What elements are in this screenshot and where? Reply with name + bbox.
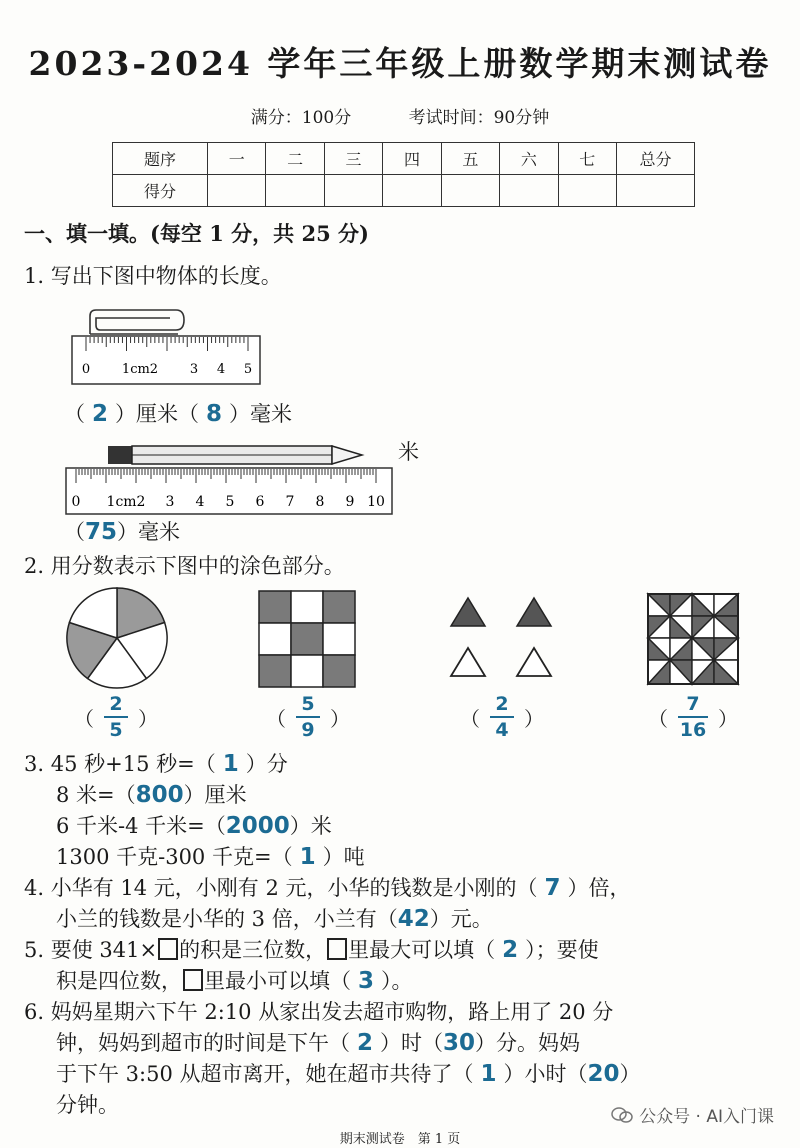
grid-cell <box>259 623 291 655</box>
text: ）；要使 <box>525 938 599 962</box>
text: 1300 千克-300 千克=（ <box>56 845 293 869</box>
question-1-title: 1. 写出下图中物体的长度。 <box>24 264 282 288</box>
ruler-tick-label: 0 <box>71 494 81 510</box>
numerator: 2 <box>495 693 509 715</box>
ruler-tick-label: 9 <box>345 494 355 510</box>
ruler-tick-label: 0 <box>81 362 91 377</box>
text: 小兰的钱数是小华的 3 倍，小兰有（ <box>56 907 398 931</box>
answer: 2 <box>502 937 519 963</box>
exam-time: 考试时间：90分钟 <box>408 108 550 128</box>
fraction <box>296 694 320 740</box>
question-2-title: 2. 用分数表示下图中的涂色部分。 <box>24 554 345 578</box>
text: ）厘米（ <box>115 402 199 426</box>
text: ）分 <box>245 752 288 776</box>
wechat-icon <box>611 1106 633 1124</box>
fraction-answer-4 <box>648 694 738 740</box>
triangle-empty <box>517 648 551 676</box>
denominator: 4 <box>495 719 509 741</box>
text: 于下午 3:50 从超市离开，她在超市共待了（ <box>56 1062 474 1086</box>
question-6-line-3 <box>56 1058 641 1088</box>
text: 3. 45 秒+15 秒=（ <box>24 752 216 776</box>
fraction <box>678 694 708 740</box>
grid-cell <box>291 655 323 687</box>
paperclip-icon <box>90 310 184 334</box>
text: ）倍， <box>567 876 631 900</box>
table-cell: 得分 <box>113 175 208 207</box>
table-cell: 四 <box>383 143 441 175</box>
grid-cell <box>323 623 355 655</box>
fraction-answer-2 <box>266 694 350 740</box>
text: ） <box>330 706 350 731</box>
question-6-line-1: 6. 妈妈星期六下午 2:10 从家出发去超市购物，路上用了 20 分 <box>24 1000 614 1024</box>
text: （ <box>64 402 85 426</box>
full-score: 满分：100分 <box>250 108 352 128</box>
fraction-answer-3 <box>460 694 544 740</box>
answer: 2 <box>356 1030 373 1056</box>
text: ）毫米 <box>229 402 292 426</box>
text: （ <box>74 706 94 731</box>
text: 5. 要使 341× <box>24 938 158 962</box>
text: ）米 <box>289 814 332 838</box>
text: ） <box>524 706 544 731</box>
blank-box <box>158 938 178 960</box>
table-cell: 二 <box>266 143 324 175</box>
grid-cell <box>323 655 355 687</box>
score-cell[interactable] <box>558 175 616 207</box>
answer: 1 <box>480 1061 497 1087</box>
score-table-score-row <box>113 175 695 207</box>
question-4-line-2 <box>56 903 493 933</box>
text: ）厘米 <box>183 783 247 807</box>
answer: 1 <box>299 844 316 870</box>
ruler-tick-label: 3 <box>189 362 199 377</box>
question-3-line-3 <box>56 810 332 840</box>
ruler-tick-label: 4 <box>195 494 205 510</box>
answer: 800 <box>135 782 184 808</box>
text: ）元。 <box>429 907 493 931</box>
answer: 42 <box>397 906 430 932</box>
text: ）。 <box>381 969 413 993</box>
answer: 20 <box>587 1061 620 1087</box>
text: ） <box>718 706 738 731</box>
stray-text: 米 <box>398 440 419 464</box>
denominator: 5 <box>109 719 123 741</box>
text: （ <box>64 520 85 544</box>
grid-cell <box>323 591 355 623</box>
text: 钟，妈妈到超市的时间是下午（ <box>56 1031 350 1055</box>
text: 里最大可以填（ <box>348 938 496 962</box>
fraction <box>490 694 514 740</box>
text: 积是四位数， <box>56 969 182 993</box>
table-cell: 一 <box>208 143 266 175</box>
triangle-empty <box>451 648 485 676</box>
watermark <box>611 1102 774 1127</box>
text: 6 千米-4 千米=（ <box>56 814 226 838</box>
score-cell[interactable] <box>617 175 695 207</box>
checker-grid-figure <box>258 590 358 690</box>
answer: 7 <box>544 875 561 901</box>
blank-box <box>327 938 347 960</box>
pie-figure <box>60 586 174 694</box>
ruler-tick-label: 5 <box>225 494 235 510</box>
score-table-header-row <box>113 143 695 175</box>
square-triangles-figure <box>646 592 742 688</box>
question-5-line-1 <box>24 934 599 964</box>
score-cell[interactable] <box>324 175 382 207</box>
text: （ <box>460 706 480 731</box>
ruler-tick-label: 1cm2 <box>121 362 159 377</box>
text: ）小时（ <box>503 1062 588 1086</box>
question-5-line-2 <box>56 965 413 995</box>
grid-cell <box>259 591 291 623</box>
pencil-icon <box>108 446 362 464</box>
text: （ <box>648 706 668 731</box>
score-table <box>112 142 695 207</box>
text: ）毫米 <box>117 520 181 544</box>
fraction <box>104 694 128 740</box>
score-cell[interactable] <box>208 175 266 207</box>
text: 里最小可以填（ <box>204 969 351 993</box>
answer: 75 <box>85 519 118 545</box>
ruler-tick-label: 1cm2 <box>106 494 146 510</box>
text: 4. 小华有 14 元，小刚有 2 元，小华的钱数是小刚的（ <box>24 876 538 900</box>
answer: 30 <box>443 1030 476 1056</box>
text: ）时（ <box>380 1031 443 1055</box>
paperclip-ruler-figure <box>66 306 266 390</box>
score-cell[interactable] <box>266 175 324 207</box>
text: ） <box>619 1062 641 1086</box>
text: 8 米=（ <box>56 783 136 807</box>
watermark-text: 公众号 · AI入门课 <box>639 1107 774 1127</box>
grid-cell <box>259 655 291 687</box>
question-3-line-4 <box>56 841 365 871</box>
page-title: 2023-2024 学年三年级上册数学期末测试卷 <box>28 44 772 83</box>
denominator: 9 <box>301 719 315 741</box>
answer: 2000 <box>225 813 290 839</box>
section-heading: 一、填一填。(每空 1 分，共 25 分) <box>24 221 369 246</box>
text: 的积是三位数， <box>179 938 327 962</box>
question-6-line-4: 分钟。 <box>56 1093 119 1117</box>
ruler-tick-label: 5 <box>243 362 253 377</box>
table-cell: 五 <box>441 143 499 175</box>
triangle-shaded <box>451 598 485 626</box>
answer: 2 <box>91 401 108 427</box>
pencil-ruler-figure <box>62 436 396 520</box>
table-cell: 六 <box>500 143 558 175</box>
grid-cell <box>291 623 323 655</box>
grid-cell <box>291 591 323 623</box>
ruler-tick-label: 8 <box>315 494 325 510</box>
denominator: 16 <box>679 719 707 741</box>
table-cell: 七 <box>558 143 616 175</box>
numerator: 5 <box>301 693 315 715</box>
text: ）吨 <box>322 845 365 869</box>
triangle-shaded <box>517 598 551 626</box>
text: ） <box>138 706 158 731</box>
numerator: 7 <box>686 693 700 715</box>
table-cell: 题序 <box>113 143 208 175</box>
answer: 3 <box>357 968 374 994</box>
ruler-1-body <box>72 336 260 384</box>
answer: 8 <box>205 401 222 427</box>
question-3-line-1 <box>24 748 288 778</box>
ruler-tick-label: 3 <box>165 494 175 510</box>
blank-box <box>183 969 203 991</box>
score-cell[interactable] <box>500 175 558 207</box>
ruler-tick-label: 10 <box>367 494 385 510</box>
question-6-line-2 <box>56 1027 580 1057</box>
score-cell[interactable] <box>383 175 441 207</box>
question-4-line-1 <box>24 872 631 902</box>
exam-meta <box>0 103 800 128</box>
score-cell[interactable] <box>441 175 499 207</box>
table-cell: 总分 <box>617 143 695 175</box>
ruler-tick-label: 6 <box>255 494 265 510</box>
answer: 1 <box>222 751 239 777</box>
question-1-answer-line-1 <box>64 398 292 428</box>
triangles-figure <box>446 594 558 686</box>
text: （ <box>266 706 286 731</box>
text: ）分。妈妈 <box>475 1031 581 1055</box>
question-3-line-2 <box>56 779 247 809</box>
ruler-tick-label: 7 <box>285 494 295 510</box>
page-footer: 期末测试卷 第 1 页 <box>339 1132 461 1147</box>
fraction-answer-1 <box>74 694 158 740</box>
table-cell: 三 <box>324 143 382 175</box>
numerator: 2 <box>109 693 123 715</box>
ruler-tick-label: 4 <box>216 362 226 377</box>
question-1-answer-line-2 <box>64 516 180 546</box>
